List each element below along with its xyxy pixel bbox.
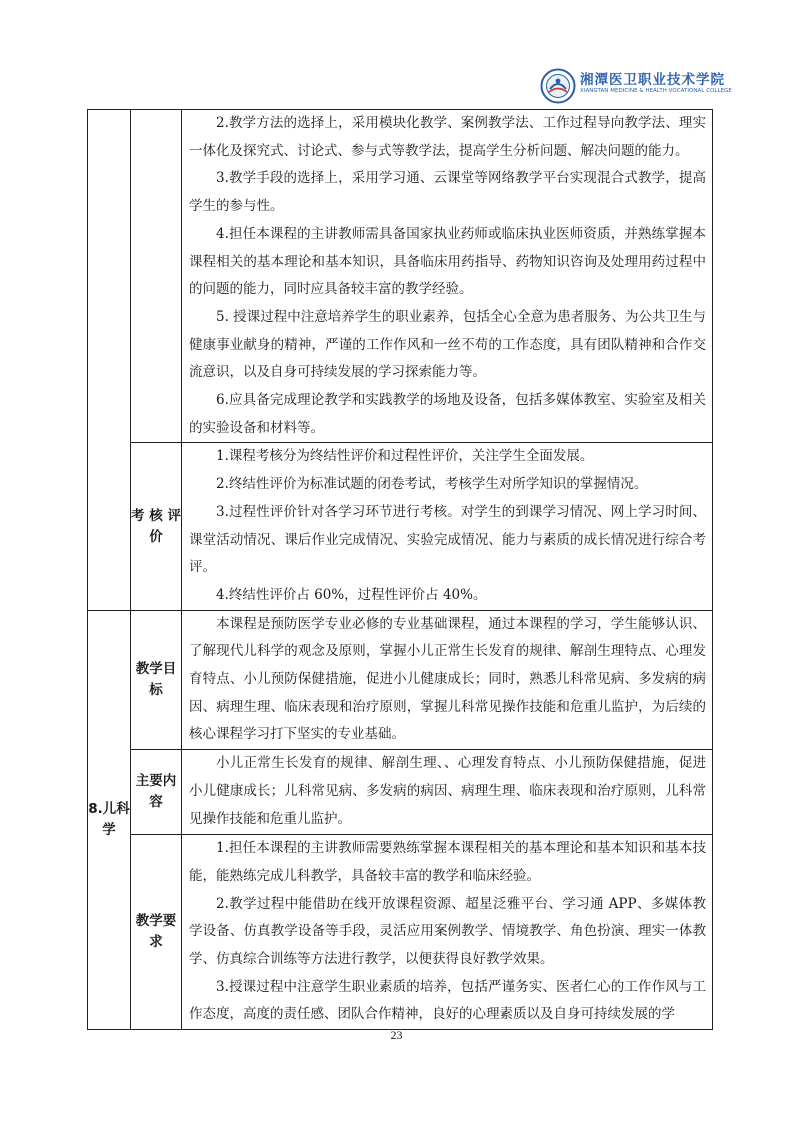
table-row [88,610,713,750]
list-item: 3.授课过程中注意学生职业素质的培养，包括严谨务实、医者仁心的工作作风与工作态度，高度的责任感、团队合作精神，良好的心理素质以及自身可持续发展的学 [189,978,706,1023]
requirements-content [182,835,713,1030]
course-title: 8.儿科学 [88,610,131,1029]
content-label: 主要内容 [131,750,182,835]
list-item: 4.终结性评价占 60%，过程性评价占 40%。 [216,586,487,603]
table-row [88,750,713,835]
table-row [88,443,713,610]
main-content: 小儿正常生长发育的规律、解剖生理、、心理发育特点、小儿预防保健措施，促进小儿健康成长；儿科常见病、多发病的病因、病理生理、临床表现和治疗原则，儿科常见操作技能和危重儿监护。 [182,750,713,835]
list-item: 2.终结性评价为标准试题的闭卷考试，考核学生对所学知识的掌握情况。 [216,476,648,493]
list-item: 3.教学手段的选择上，采用学习通、云课堂等网络教学平台实现混合式教学，提高学生的参与性。 [189,170,706,215]
teaching-requirements-cont [182,110,713,443]
list-item: 5. 授课过程中注意培养学生的职业素养，包括全心全意为患者服务、为公共卫生与健康事业献身的精神，严谨的工作作风和一丝不苟的工作态度，具有团队精神和合作交流意识，以及自身可持续发展的学习探索能力等。 [189,308,706,381]
list-item: 4.担任本课程的主讲教师需具备国家执业药师或临床执业医师资质，并熟练掌握本课程相关的基本理论和基本知识，具备临床用药指导、药物知识咨询及处理用药过程中的问题的能力，同时应具备较丰富的教学经验。 [189,225,706,298]
empty-label-cell [131,110,182,443]
course-table [87,109,713,1030]
table-row [88,835,713,1030]
table-row [88,110,713,443]
prev-course-cell [88,110,131,611]
list-item: 3.过程性评价针对各学习环节进行考核。对学生的到课学习情况、网上学习时间、课堂活动情况、课后作业完成情况、实验完成情况、能力与素质的成长情况进行综合考评。 [189,503,706,576]
assessment-content [182,443,713,610]
objectives-label: 教学目标 [131,610,182,750]
page-number: 23 [390,1028,403,1042]
college-name: 湘潭医卫职业技术学院 [580,72,725,88]
list-item: 6.应具备完成理论教学和实践教学的场地及设备，包括多媒体教室、实验室及相关的实验设备和材料等。 [189,392,706,436]
list-item: 2.教学方法的选择上，采用模块化教学、案例教学法、工作过程导向教学法、理实一体化及探究式、讨论式、参与式等教学法，提高学生分析问题、解决问题的能力。 [189,115,706,159]
college-logo [540,66,732,106]
college-emblem-icon [540,68,576,104]
objectives-content: 本课程是预防医学专业必修的专业基础课程，通过本课程的学习，学生能够认识、了解现代儿科学的观念及原则，掌握小儿正常生长发育的规律、解剖生理特点、心理发育特点、小儿预防保健措施，促进小儿健康成长；同时，熟悉儿科常见病、多发病的病因、病理生理、临床表现和治疗原则，掌握儿科常见操作技能和危重儿监护，为后续的核心课程学习打下坚实的专业基础。 [182,610,713,750]
assessment-label: 考 核 评价 [131,443,182,610]
list-item: 1.担任本课程的主讲教师需要熟练掌握本课程相关的基本理论和基本知识和基本技能，能熟练完成儿科教学，具备较丰富的教学和临床经验。 [189,840,706,884]
requirements-label: 教学要求 [131,835,182,1030]
college-name-en: XIANGTAN MEDICINE & HEALTH VOCATIONAL COLLEGE [580,88,732,94]
list-item: 1.课程考核分为终结性评价和过程性评价，关注学生全面发展。 [216,448,594,465]
list-item: 2.教学过程中能借助在线开放课程资源、超星泛雅平台、学习通 APP、多媒体教学设备、仿真教学设备等手段，灵活应用案例教学、情境教学、角色扮演、理实一体教学、仿真综合训练等方法进行教学，以便获得良好教学效果。 [189,895,706,967]
